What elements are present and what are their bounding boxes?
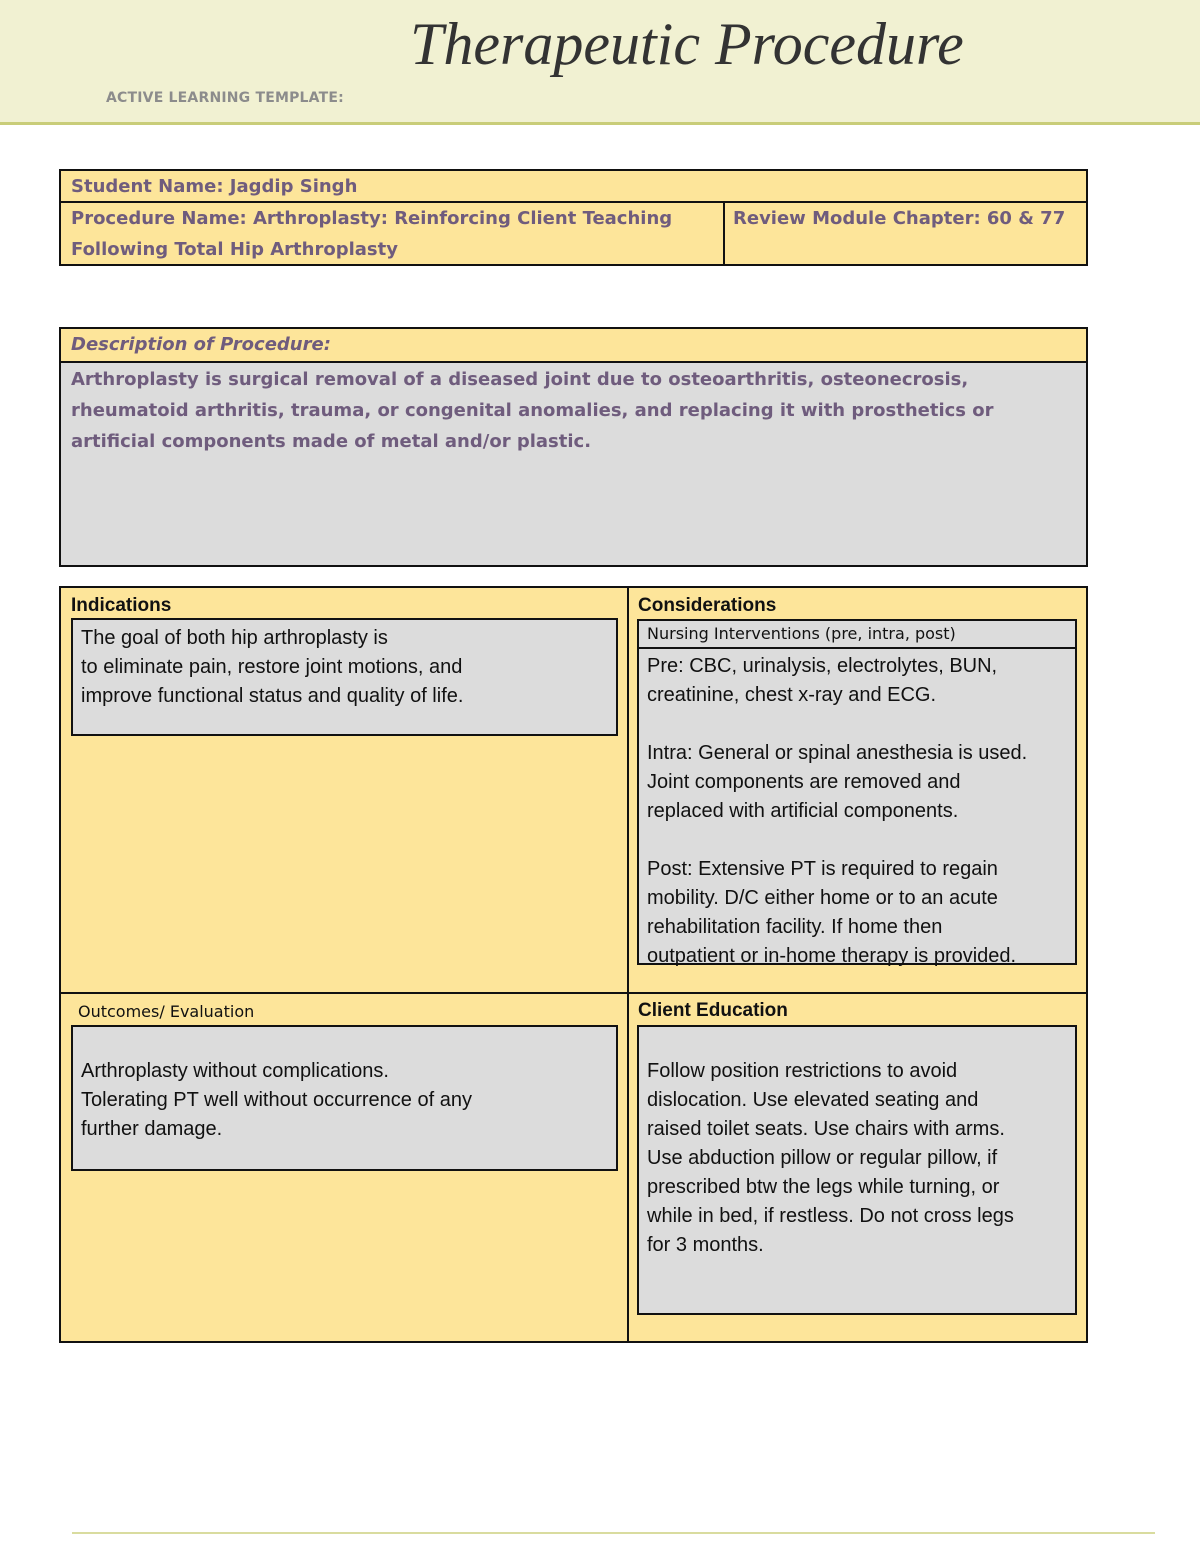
procedure-grid xyxy=(59,586,1088,1343)
grid-horizontal-divider xyxy=(61,992,1086,994)
nursing-interventions-label: Nursing Interventions (pre, intra, post) xyxy=(637,619,1077,649)
student-name-text: Student Name: Jagdip Singh xyxy=(71,176,358,197)
student-info-table xyxy=(59,169,1088,266)
procedure-name-line1: Procedure Name: Arthroplasty: Reinforcing Client Teaching xyxy=(71,208,673,229)
footer-rule xyxy=(72,1532,1155,1534)
considerations-title: Considerations xyxy=(638,595,777,616)
grid-vertical-divider xyxy=(627,588,629,1341)
indications-title: Indications xyxy=(71,595,172,616)
description-label: Description of Procedure: xyxy=(61,329,1086,363)
template-banner xyxy=(0,0,1200,125)
outcomes-box[interactable]: Arthroplasty without complications. Tolerating PT well without occurrence of any further damage. xyxy=(71,1025,618,1171)
procedure-name-field[interactable] xyxy=(61,203,725,264)
procedure-name-line2: Following Total Hip Arthroplasty xyxy=(71,239,398,260)
review-module-text: Review Module Chapter: 60 & 77 xyxy=(733,208,1066,229)
outcomes-title: Outcomes/ Evaluation xyxy=(78,1002,255,1021)
template-label: ACTIVE LEARNING TEMPLATE: xyxy=(106,90,344,106)
description-text[interactable]: Arthroplasty is surgical removal of a diseased joint due to osteoarthritis, osteonecrosis, rheumatoid arthritis, trauma, or congenital anomalies, and replacing it with prosthetics or artificial components made of metal and/or plastic. xyxy=(71,369,994,452)
client-education-box[interactable]: Follow position restrictions to avoid dislocation. Use elevated seating and raised toilet seats. Use chairs with arms. Use abduction pillow or regular pillow, if prescribed btw the legs while turning, or while in bed, if restless. Do not cross legs for 3 months. xyxy=(637,1025,1077,1315)
nursing-interventions-box[interactable]: Pre: CBC, urinalysis, electrolytes, BUN, creatinine, chest x-ray and ECG. Intra: General or spinal anesthesia is used. Joint components are removed and replaced with artificial components. Post: Extensive PT is required to regain mobility. D/C either home or to an acute rehabilitation facility. If home then outpatient or in-home therapy is provided. xyxy=(637,647,1077,965)
description-section xyxy=(59,327,1088,567)
page-title: Therapeutic Procedure xyxy=(410,11,964,77)
indications-box[interactable]: The goal of both hip arthroplasty is to eliminate pain, restore joint motions, and improve functional status and quality of life. xyxy=(71,618,618,736)
student-name-field[interactable] xyxy=(61,171,1086,203)
client-education-title: Client Education xyxy=(638,1000,788,1021)
review-module-field[interactable] xyxy=(725,203,1086,264)
